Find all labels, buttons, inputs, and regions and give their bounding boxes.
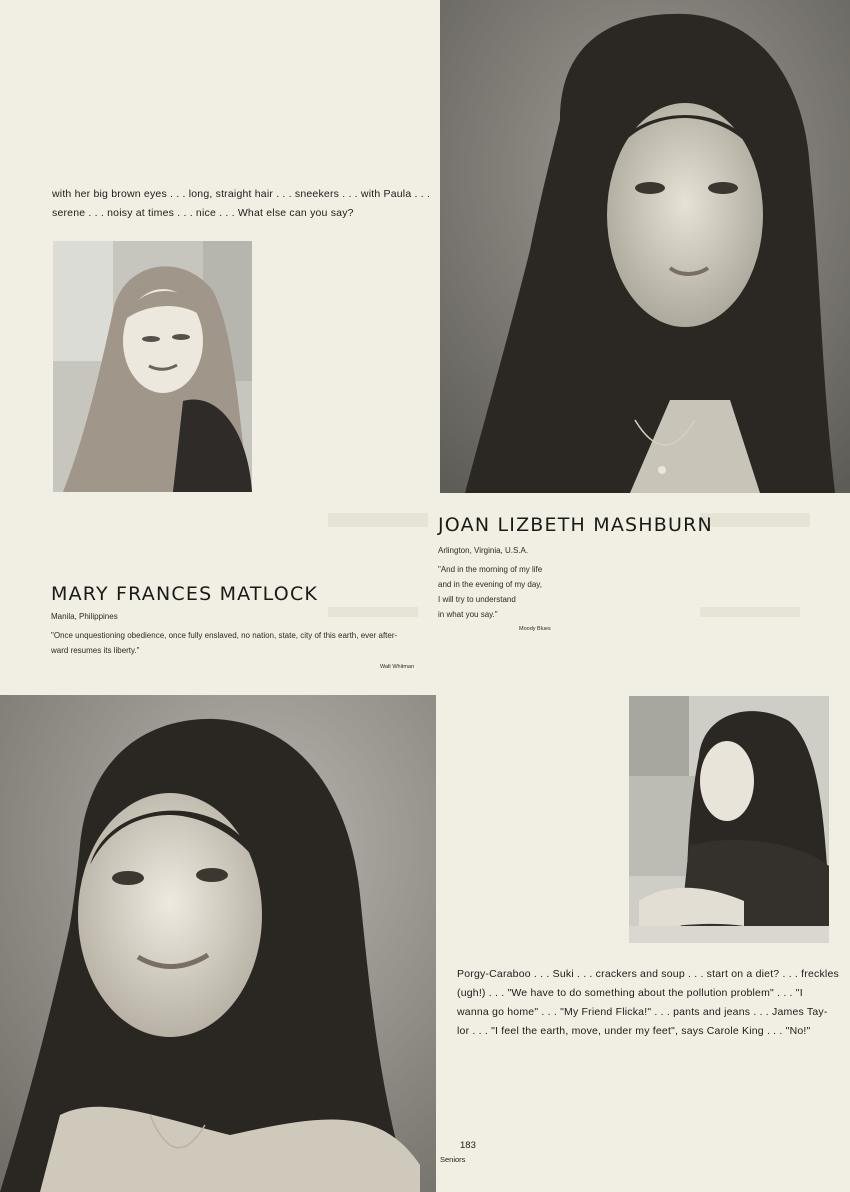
caption-line: with her big brown eyes . . . long, straight hair . . . sneekers . . . with Paula . . . (52, 188, 431, 200)
caption-line: Porgy-Caraboo . . . Suki . . . crackers and soup . . . start on a diet? . . . freckles (457, 968, 839, 980)
page-number: 183 (460, 1140, 476, 1151)
quote-line: "Once unquestioning obedience, once fully enslaved, no nation, state, city of this earth, ever after- (51, 631, 398, 640)
portrait-photo-icon (440, 0, 850, 493)
candid-photo-matlock (53, 241, 252, 492)
quote-author-mashburn: Moody Blues (519, 626, 551, 632)
portrait-photo-third (0, 695, 436, 1192)
candid-photo-icon (53, 241, 252, 492)
senior-name-matlock: MARY FRANCES MATLOCK (51, 583, 319, 605)
quote-author-matlock: Walt Whitman (380, 664, 415, 670)
candid-photo-third (629, 696, 829, 943)
bleed-through-shadow (328, 513, 438, 633)
candid-photo-icon (629, 696, 829, 943)
hometown-matlock: Manila, Philippines (51, 612, 118, 621)
quote-matlock (51, 628, 431, 658)
page-section: Seniors (440, 1155, 466, 1164)
quote-mashburn (438, 562, 638, 622)
bleed-through-shadow (700, 513, 820, 633)
matlock-caption (52, 185, 432, 223)
quote-line: "And in the morning of my life (438, 565, 543, 574)
caption-line: wanna go home" . . . "My Friend Flicka!" . . . pants and jeans . . . James Tay- (457, 1006, 828, 1018)
quote-line: I will try to understand (438, 595, 516, 604)
quote-line: in what you say." (438, 610, 498, 619)
portrait-photo-mashburn (440, 0, 850, 493)
portrait-photo-icon (0, 695, 436, 1192)
caption-line: (ugh!) . . . "We have to do something about the pollution problem" . . . "I (457, 987, 803, 999)
hometown-mashburn: Arlington, Virginia, U.S.A. (438, 546, 529, 555)
caption-line: lor . . . "I feel the earth, move, under my feet", says Carole King . . . "No!" (457, 1025, 811, 1037)
quote-line: ward resumes its liberty." (51, 646, 140, 655)
senior-name-mashburn: JOAN LIZBETH MASHBURN (438, 514, 713, 536)
third-senior-caption (457, 965, 839, 1041)
caption-line: serene . . . noisy at times . . . nice . . . What else can you say? (52, 207, 354, 219)
quote-line: and in the evening of my day, (438, 580, 542, 589)
